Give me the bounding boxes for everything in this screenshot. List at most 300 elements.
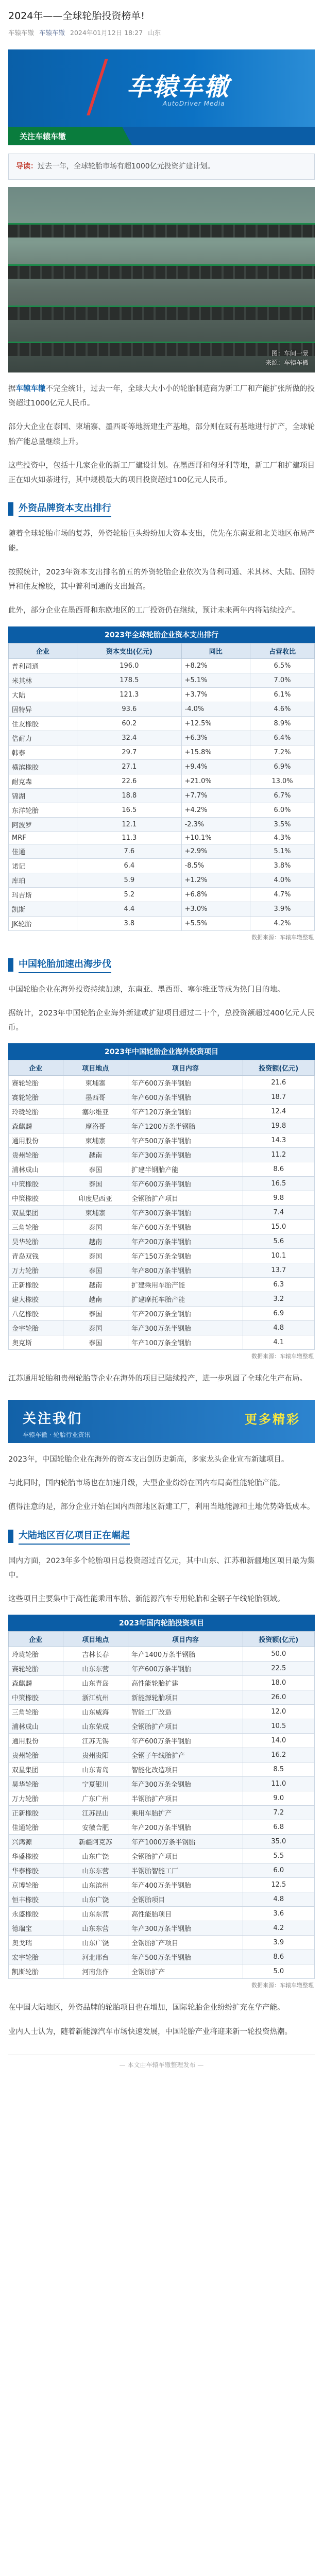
table-cell: 196.0: [77, 658, 181, 673]
meta-source[interactable]: 车辕车辙: [39, 28, 65, 37]
table-cell: 18.8: [77, 788, 181, 803]
table-cell: 新能源轮胎项目: [128, 1690, 243, 1705]
photo-caption-line1: 图：车间一景: [271, 349, 309, 357]
table-cell: -4.0%: [181, 702, 250, 716]
table-cell: 泰国: [63, 1162, 128, 1177]
table-cell: 耐克森: [9, 774, 77, 788]
table-cell: 7.2: [243, 1806, 314, 1820]
table-cell: 赛轮轮胎: [9, 1662, 63, 1676]
meta-date: 2024年01月12日 18:27: [70, 28, 143, 37]
table-header-cell: 同比: [181, 643, 250, 658]
table-header-cell: 项目内容: [128, 1060, 243, 1076]
table-cell: +3.7%: [181, 687, 250, 702]
table-cell: 年产600万条半钢胎: [128, 1090, 243, 1105]
table-cell: 12.4: [243, 1105, 314, 1119]
closing-paragraph-1: 在中国大陆地区，外资品牌的轮胎项目也在增加，国际轮胎企业纷纷扩充在华产能。: [8, 2004, 285, 2012]
table-cell: 山东威海: [63, 1705, 128, 1719]
table-cell: 奥克斯: [9, 1335, 63, 1350]
table-cell: 年产200万条半钢胎: [128, 1234, 243, 1249]
section2-paragraph-1: 中国轮胎企业在海外投资持续加速，东南亚、墨西哥、塞尔维亚等成为热门目的地。: [8, 985, 285, 994]
table-header-cell: 资本支出(亿元): [77, 643, 181, 658]
section-title-text: 大陆地区百亿项目正在崛起: [19, 1528, 130, 1545]
follow-strip[interactable]: [8, 127, 315, 145]
table-cell: 3.5%: [250, 817, 315, 832]
table-cell: 全钢子午线胎扩产: [128, 1748, 243, 1762]
table-caption: 2023年全球轮胎企业资本支出排行: [8, 626, 315, 643]
intro-p1-b: 不完全统计，过去一年，全球大大小小的轮胎制造商为新工厂和产能扩张所做的投资超过1000亿元人民币。: [8, 384, 315, 408]
table-row: [9, 716, 315, 731]
table-cell: 泰国: [63, 1249, 128, 1263]
table-cell: 扩建乘用车胎产能: [128, 1278, 243, 1292]
table-cell: 全钢胎扩产项目: [128, 1191, 243, 1206]
table-row: [9, 817, 315, 832]
section3-paragraph-1: 国内方面，2023年多个轮胎项目总投资超过百亿元，其中山东、江苏和新疆地区项目最为集中。: [8, 1556, 315, 1580]
table-cell: 三角轮胎: [9, 1220, 63, 1234]
table-cell: 安徽合肥: [63, 1820, 128, 1835]
table-cell: 4.2%: [250, 916, 315, 930]
table-cell: 10.5: [243, 1719, 314, 1734]
table-cell: 华盛橡胶: [9, 1849, 63, 1863]
table-cell: 佳通: [9, 844, 77, 858]
table-row: [9, 1936, 315, 1950]
table-cell: 河北邢台: [63, 1950, 128, 1964]
table-row: [9, 1719, 315, 1734]
table-cell: 越南: [63, 1234, 128, 1249]
table-row: [9, 1662, 315, 1676]
table-cell: 年产300万条全钢胎: [128, 1777, 243, 1791]
table-cell: 山东广饶: [63, 1936, 128, 1950]
table-cell: 3.9: [243, 1936, 314, 1950]
table-cell: 年产600万条半钢胎: [128, 1220, 243, 1234]
table-cell: 15.0: [243, 1220, 314, 1234]
table-cell: 26.0: [243, 1690, 314, 1705]
table-cell: 14.0: [243, 1734, 314, 1748]
section2-after-paragraph: 江苏通用轮胎和贵州轮胎等企业在海外的项目已陆续投产，进一步巩固了全球化生产布局。: [8, 1375, 307, 1383]
table-cell: 库珀: [9, 873, 77, 887]
table-cell: 全钢胎扩产: [128, 1964, 243, 1979]
table-cell: 双星集团: [9, 1762, 63, 1777]
masthead-banner: [8, 49, 315, 127]
table-cell: 年产600万条半钢胎: [128, 1177, 243, 1191]
table-cell: 奥戈瑞: [9, 1936, 63, 1950]
table-cell: 浙江杭州: [63, 1690, 128, 1705]
table-cell: 德瑞宝: [9, 1921, 63, 1936]
table-cell: 越南: [63, 1148, 128, 1162]
table-cell: 12.0: [243, 1705, 314, 1719]
table-cell: 江苏无锡: [63, 1734, 128, 1748]
table-header-row: [9, 1632, 315, 1647]
table-cell: 通用股份: [9, 1133, 63, 1148]
table-cell: 吉林长春: [63, 1647, 128, 1662]
table-cell: 泰国: [63, 1220, 128, 1234]
table-row: [9, 745, 315, 759]
table-row: [9, 1907, 315, 1921]
table-cell: 4.8: [243, 1321, 314, 1335]
table-cell: 兴鸿源: [9, 1835, 63, 1849]
table-row: [9, 832, 315, 844]
table-cell: 年产500万条半钢胎: [128, 1133, 243, 1148]
intro-paragraph-3: 这些投资中，包括十几家企业的新工厂建设计划。在墨西哥和匈牙利等地，新工厂和扩建项目正在如火如荼进行，其中规模最大的项目投资超过100亿元人民币。: [8, 461, 315, 485]
table-header-cell: 投资额(亿元): [243, 1632, 314, 1647]
table-caption: 2023年国内轮胎投资项目: [8, 1615, 315, 1631]
table-cell: 万力轮胎: [9, 1263, 63, 1278]
table-row: [9, 1206, 315, 1220]
table-cell: 永盛橡胶: [9, 1907, 63, 1921]
photo-shelf: [8, 223, 315, 238]
photo-caption-line2: 来源：车辕车辙: [265, 359, 309, 366]
masthead-logo-en: AutoDriver Media: [163, 99, 225, 107]
table-cell: 贵州轮胎: [9, 1748, 63, 1762]
table-cell: 森麒麟: [9, 1119, 63, 1133]
table-cell: 11.2: [243, 1148, 314, 1162]
table-cell: 12.5: [243, 1878, 314, 1892]
table-cell: 16.2: [243, 1748, 314, 1762]
table-row: [9, 844, 315, 858]
table-cell: 中策橡胶: [9, 1177, 63, 1191]
table-cell: 贵州贵阳: [63, 1748, 128, 1762]
table-cell: 18.0: [243, 1676, 314, 1690]
table-cell: +5.5%: [181, 916, 250, 930]
table-header-cell: 投资额(亿元): [243, 1060, 314, 1076]
table-row: [9, 1321, 315, 1335]
closing-paragraph-2: 业内人士认为，随着新能源汽车市场快速发展，中国轮胎产业将迎来新一轮投资热潮。: [8, 2027, 292, 2036]
table-cell: 泰国: [63, 1335, 128, 1350]
masthead-logo: 车辕车辙: [127, 72, 230, 101]
banner-subtext: 车辕车辙 · 轮胎行业资讯: [23, 1431, 91, 1438]
table-cell: 121.3: [77, 687, 181, 702]
table-cell: 宏宇轮胎: [9, 1950, 63, 1964]
table-row: [9, 673, 315, 687]
table-cell: 建大橡胶: [9, 1292, 63, 1307]
table-cell: +4.2%: [181, 803, 250, 817]
table-cell: 通用股份: [9, 1734, 63, 1748]
table-cell: 4.6%: [250, 702, 315, 716]
table-cell: +15.8%: [181, 745, 250, 759]
table-cell: 山东青岛: [63, 1676, 128, 1690]
table-cell: 宁夏银川: [63, 1777, 128, 1791]
intro-paragraph-1: [8, 382, 315, 411]
article-title: 2024年——全球轮胎投资榜单!: [8, 10, 145, 22]
table-cell: 山东荣成: [63, 1719, 128, 1734]
table-cell: 年产150万条全钢胎: [128, 1249, 243, 1263]
table-cell: 4.0%: [250, 873, 315, 887]
table-cell: 昊华轮胎: [9, 1777, 63, 1791]
table-row: [9, 1647, 315, 1662]
table-cell: 6.7%: [250, 788, 315, 803]
table-header-cell: 项目地点: [63, 1060, 128, 1076]
table-cell: 米其林: [9, 673, 77, 687]
table-cell: 江苏昆山: [63, 1806, 128, 1820]
meta-place: 山东: [148, 28, 161, 37]
table-header-row: [9, 1060, 315, 1076]
table-cell: 14.3: [243, 1133, 314, 1148]
table-row: [9, 1177, 315, 1191]
table-cell: 韩泰: [9, 745, 77, 759]
table-cell: 玲珑轮胎: [9, 1105, 63, 1119]
table-cell: 印度尼西亚: [63, 1191, 128, 1206]
table-cell: +6.8%: [181, 887, 250, 902]
table-row: [9, 1734, 315, 1748]
table-cell: 智能化改造项目: [128, 1762, 243, 1777]
table-cell: 6.4%: [250, 731, 315, 745]
table-cell: 6.9%: [250, 759, 315, 774]
follow-label[interactable]: 关注车辕车辙: [20, 131, 66, 141]
table-cell: 3.8%: [250, 858, 315, 873]
table-cell: 5.9: [77, 873, 181, 887]
table-cell: 山东广饶: [63, 1849, 128, 1863]
table-cell: 60.2: [77, 716, 181, 731]
table-cell: +6.3%: [181, 731, 250, 745]
table-caption: 2023年中国轮胎企业海外投资项目: [8, 1043, 315, 1060]
table-row: [9, 702, 315, 716]
table-footnote: 数据来源：车辕车辙整理: [251, 1353, 314, 1360]
table-row: [9, 1863, 315, 1878]
section3-paragraph-2: 这些项目主要集中于高性能乘用车胎、新能源汽车专用轮胎和全钢子午线轮胎领域。: [8, 1595, 285, 1604]
table-row: [9, 803, 315, 817]
table-cell: 4.8: [243, 1892, 314, 1907]
table-cell: 阿波罗: [9, 817, 77, 832]
table-cell: 7.2%: [250, 745, 315, 759]
table-cell: 年产100万条全钢胎: [128, 1335, 243, 1350]
table-cell: 9.0: [243, 1791, 314, 1806]
table-cell: 佳通轮胎: [9, 1820, 63, 1835]
table-cell: 6.5%: [250, 658, 315, 673]
section3-intro-paragraph-3: 值得注意的是，部分企业开始在国内西部地区新建工厂，利用当地能源和土地优势降低成本。: [8, 1503, 315, 1512]
table-cell: +7.7%: [181, 788, 250, 803]
table-row: [9, 1690, 315, 1705]
table-cell: 6.0%: [250, 803, 315, 817]
table-cell: 年产600万条半钢胎: [128, 1076, 243, 1090]
table-cell: 华泰橡胶: [9, 1863, 63, 1878]
table-cell: 18.7: [243, 1090, 314, 1105]
section3-intro-paragraph-1: 2023年，中国轮胎企业在海外的资本支出创历史新高，多家龙头企业宣布新建项目。: [8, 1455, 289, 1464]
table-row: [9, 1921, 315, 1936]
table-cell: 年产1000万条半钢胎: [128, 1835, 243, 1849]
table-row: [9, 1806, 315, 1820]
table-cell: 年产600万条半钢胎: [128, 1734, 243, 1748]
table-cell: 住友橡胶: [9, 716, 77, 731]
table-cell: 贵州轮胎: [9, 1148, 63, 1162]
table-cell: 扩建摩托车胎产能: [128, 1292, 243, 1307]
table-cell: 年产200万条全钢胎: [128, 1307, 243, 1321]
photo-shelf: [8, 264, 315, 279]
table-cell: 年产300万条半钢胎: [128, 1321, 243, 1335]
table-cell: +8.2%: [181, 658, 250, 673]
factory-photo: [8, 187, 315, 372]
table-cell: MRF: [9, 832, 77, 844]
table-cell: 山东东营: [63, 1863, 128, 1878]
table-cell: 4.7%: [250, 887, 315, 902]
table-cell: 5.6: [243, 1234, 314, 1249]
table-cell: 泰国: [63, 1307, 128, 1321]
table-cell: 山东东营: [63, 1921, 128, 1936]
table-row: [9, 1119, 315, 1133]
table-row: [9, 1335, 315, 1350]
table-cell: 4.1: [243, 1335, 314, 1350]
table-row: [9, 1133, 315, 1148]
table-cell: 泰国: [63, 1263, 128, 1278]
table-row: [9, 1278, 315, 1292]
table-cell: 10.1: [243, 1249, 314, 1263]
table-cell: 35.0: [243, 1835, 314, 1849]
table-cell: 8.6: [243, 1162, 314, 1177]
table-cell: 玛吉斯: [9, 887, 77, 902]
section-title-foreign: [8, 501, 315, 517]
follow-banner[interactable]: [8, 1400, 315, 1443]
table-cell: 普利司通: [9, 658, 77, 673]
table-cell: 27.1: [77, 759, 181, 774]
table-foreign-capex: [8, 626, 315, 943]
section1-paragraph-2: 按照统计，2023年资本支出排名前五的外资轮胎企业依次为普利司通、米其林、大陆、固特异和住友橡胶，其中普利司通的支出最高。: [8, 568, 315, 591]
meta-author: 车辕车辙: [8, 28, 35, 37]
table-cell: 5.1%: [250, 844, 315, 858]
table-cell: 半钢胎智能工厂: [128, 1863, 243, 1878]
table-cell: 山东东营: [63, 1662, 128, 1676]
table-cell: 13.7: [243, 1263, 314, 1278]
table-cell: 柬埔寨: [63, 1076, 128, 1090]
table-cell: 倍耐力: [9, 731, 77, 745]
table-cell: 3.8: [77, 916, 181, 930]
table-cell: 年产500万条半钢胎: [128, 1950, 243, 1964]
table-cell: 16.5: [77, 803, 181, 817]
table-cell: 青岛双钱: [9, 1249, 63, 1263]
table-cell: 恒丰橡胶: [9, 1892, 63, 1907]
table-cell: +5.1%: [181, 673, 250, 687]
table-cell: 浦林成山: [9, 1719, 63, 1734]
table-row: [9, 1307, 315, 1321]
section2-paragraph-2: 据统计，2023年中国轮胎企业海外新建或扩建项目超过二十个，总投资额超过400亿元人民币。: [8, 1009, 315, 1032]
table-row: [9, 1950, 315, 1964]
table-header-cell: 项目内容: [128, 1632, 243, 1647]
table-cell: 年产1200万条半钢胎: [128, 1119, 243, 1133]
table-cell: 三角轮胎: [9, 1705, 63, 1719]
table-cell: 横滨橡胶: [9, 759, 77, 774]
table-cell: 正新橡胶: [9, 1806, 63, 1820]
table-cell: 昊华轮胎: [9, 1234, 63, 1249]
table-row: [9, 1191, 315, 1206]
table-cell: 赛轮轮胎: [9, 1090, 63, 1105]
table-row: [9, 759, 315, 774]
section-mark: [8, 1530, 13, 1543]
table-cell: 6.9: [243, 1307, 314, 1321]
table-cell: +9.4%: [181, 759, 250, 774]
table-cell: 山东东营: [63, 1907, 128, 1921]
table-cell: 中策橡胶: [9, 1690, 63, 1705]
table-row: [9, 1878, 315, 1892]
table-cell: 森麒麟: [9, 1676, 63, 1690]
table-cell: 年产300万条半钢胎: [128, 1206, 243, 1220]
lead-text: 过去一年，全球轮胎市场有超1000亿元投资扩建计划。: [38, 162, 215, 171]
table-cell: 4.4: [77, 902, 181, 916]
table-cell: +10.1%: [181, 832, 250, 844]
table-cell: 山东滨州: [63, 1878, 128, 1892]
table-row: [9, 858, 315, 873]
table-row: [9, 1705, 315, 1719]
table-cell: 万力轮胎: [9, 1791, 63, 1806]
table-row: [9, 1105, 315, 1119]
table-cell: 扩建半钢胎产能: [128, 1162, 243, 1177]
table-cell: 山东青岛: [63, 1762, 128, 1777]
table-cell: 年产200万条半钢胎: [128, 1820, 243, 1835]
table-row: [9, 1835, 315, 1849]
section-title-domestic: [8, 1528, 315, 1545]
table-cell: 年产600万条半钢胎: [128, 1662, 243, 1676]
table-cell: 东洋轮胎: [9, 803, 77, 817]
table-cell: 山东广饶: [63, 1892, 128, 1907]
table-cell: 3.6: [243, 1907, 314, 1921]
table-cell: 全钢胎扩产项目: [128, 1936, 243, 1950]
table-cell: 11.3: [77, 832, 181, 844]
table-cell: 5.5: [243, 1849, 314, 1863]
table-row: [9, 658, 315, 673]
table-cell: +1.2%: [181, 873, 250, 887]
table-cell: 玲珑轮胎: [9, 1647, 63, 1662]
table-cell: 新疆阿克苏: [63, 1835, 128, 1849]
section1-paragraph-1: 随着全球轮胎市场的复苏，外资轮胎巨头纷纷加大资本支出，优先在东南亚和北美地区布局产能。: [8, 530, 315, 553]
section-title-text: 外资品牌资本支出排行: [19, 501, 111, 517]
table-cell: 越南: [63, 1292, 128, 1307]
table-row: [9, 1748, 315, 1762]
table-domestic-projects: [8, 1615, 315, 1991]
table-cell: 年产400万条半钢胎: [128, 1878, 243, 1892]
table-cell: 22.6: [77, 774, 181, 788]
table-row: [9, 731, 315, 745]
table-row: [9, 1148, 315, 1162]
table-cell: 全钢胎扩产项目: [128, 1719, 243, 1734]
table-cell: 摩洛哥: [63, 1119, 128, 1133]
table-cell: 全钢胎项目: [128, 1892, 243, 1907]
table-cell: -8.5%: [181, 858, 250, 873]
lead-tag: 导读：: [16, 162, 38, 171]
lead-box: [8, 154, 315, 180]
table-cell: 13.0%: [250, 774, 315, 788]
table-cell: 16.5: [243, 1177, 314, 1191]
article-header: [0, 0, 323, 42]
table-header-cell: 企业: [9, 1060, 63, 1076]
data-table: [8, 1060, 315, 1350]
table-row: [9, 1820, 315, 1835]
table-cell: 8.9%: [250, 716, 315, 731]
table-row: [9, 1791, 315, 1806]
table-cell: 中策橡胶: [9, 1191, 63, 1206]
table-cell: 年产1400万条半钢胎: [128, 1647, 243, 1662]
table-cell: 8.5: [243, 1762, 314, 1777]
table-cell: 6.8: [243, 1820, 314, 1835]
table-cell: 5.2: [77, 887, 181, 902]
table-row: [9, 1849, 315, 1863]
table-row: [9, 1892, 315, 1907]
table-cell: 8.6: [243, 1950, 314, 1964]
table-row: [9, 788, 315, 803]
table-cell: 越南: [63, 1278, 128, 1292]
article-meta: [8, 28, 315, 37]
table-cell: 京博轮胎: [9, 1878, 63, 1892]
table-header-cell: 企业: [9, 1632, 63, 1647]
table-row: [9, 774, 315, 788]
table-cell: 凯斯轮胎: [9, 1964, 63, 1979]
table-cell: +2.9%: [181, 844, 250, 858]
table-cell: 22.5: [243, 1662, 314, 1676]
table-row: [9, 1964, 315, 1979]
table-header-cell: 占营收比: [250, 643, 315, 658]
table-cell: 半钢胎扩产项目: [128, 1791, 243, 1806]
table-cell: 全钢胎扩产项目: [128, 1849, 243, 1863]
table-cell: 柬埔寨: [63, 1206, 128, 1220]
table-cell: 墨西哥: [63, 1090, 128, 1105]
table-header-cell: 企业: [9, 643, 77, 658]
table-cell: 12.1: [77, 817, 181, 832]
table-cell: +12.5%: [181, 716, 250, 731]
